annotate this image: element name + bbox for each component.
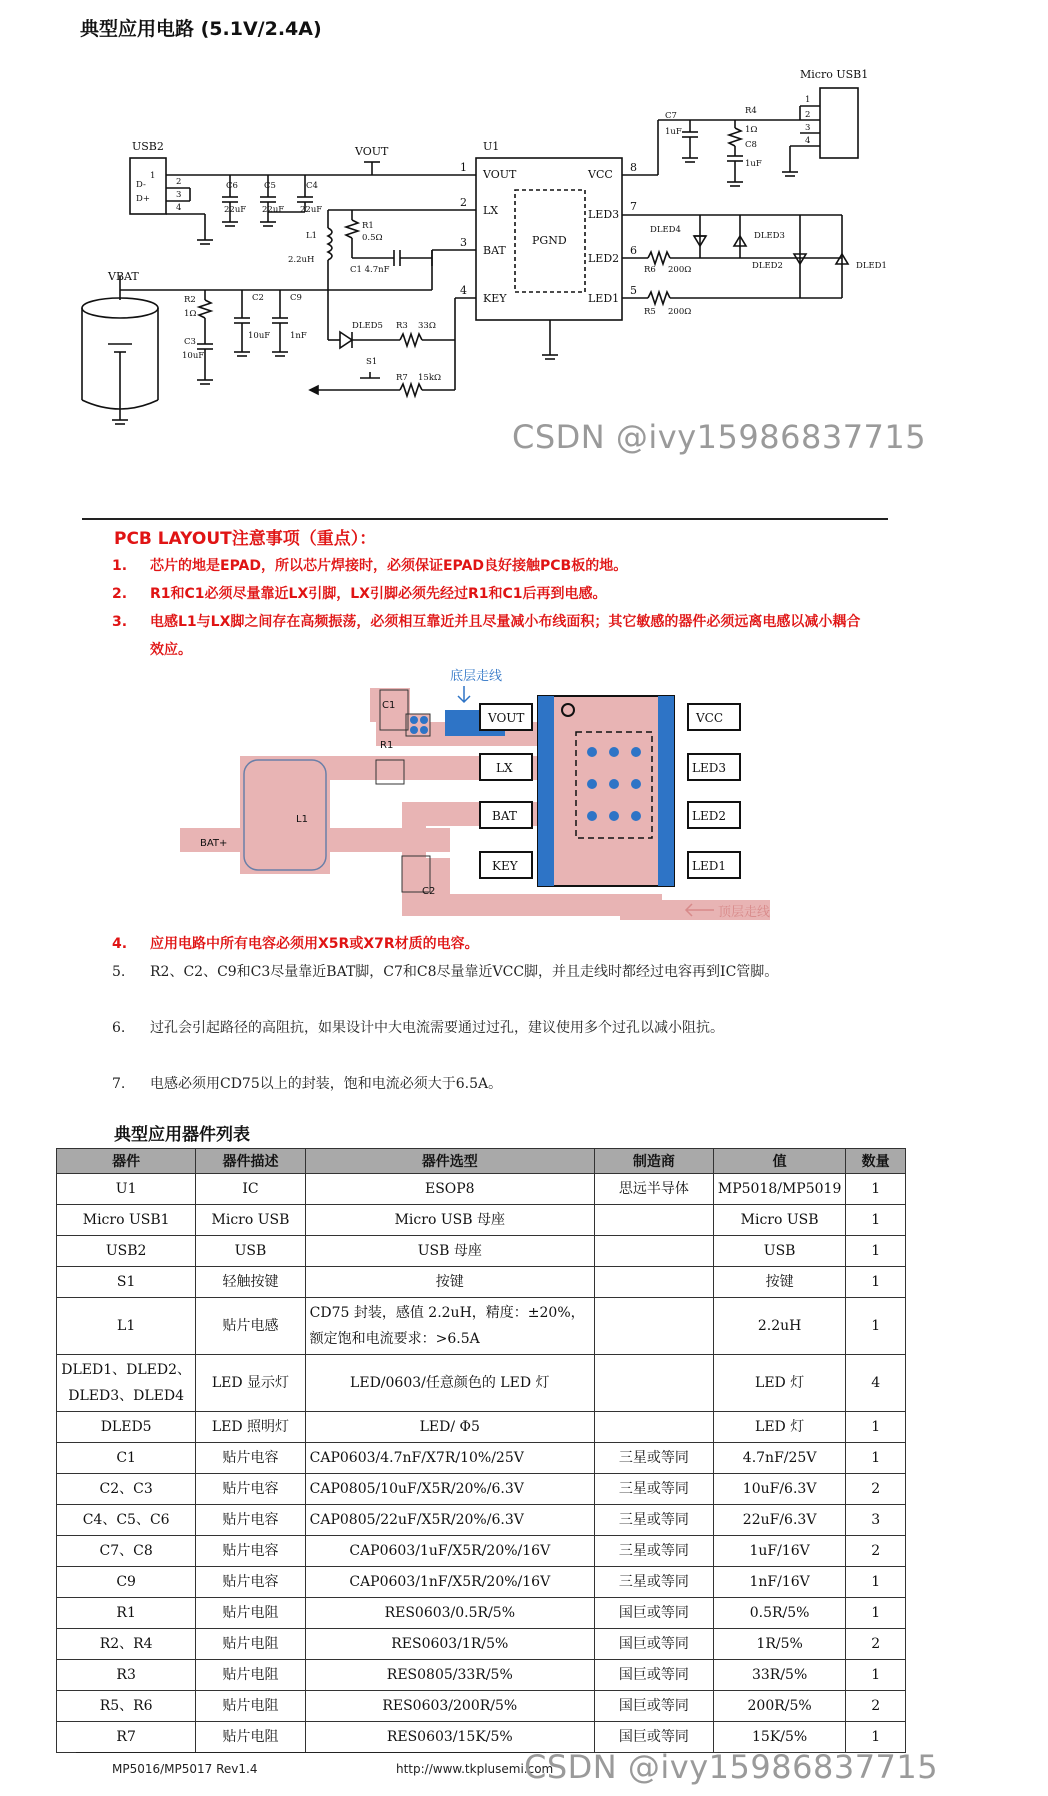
usb2-label: USB2 [132, 140, 164, 153]
table-cell: 1 [846, 1443, 906, 1474]
c4-label: C4 [306, 181, 318, 191]
table-cell: 按键 [713, 1267, 845, 1298]
c7-value: 1uF [665, 127, 682, 137]
r4-value: 1Ω [745, 125, 758, 135]
table-cell: LED 照明灯 [196, 1412, 305, 1443]
table-cell: Micro USB [713, 1205, 845, 1236]
bom-header-cell: 值 [713, 1149, 845, 1174]
table-row [57, 1536, 906, 1567]
watermark-top: CSDN @ivy15986837715 [512, 418, 927, 456]
table-row [57, 1691, 906, 1722]
table-cell: 贴片电阻 [196, 1722, 305, 1753]
pcb-note-7-num: 7. [112, 1076, 126, 1092]
pgnd-label: PGND [532, 234, 567, 247]
table-cell: LED 灯 [713, 1412, 845, 1443]
table-cell: LED/ Φ5 [305, 1412, 594, 1443]
usb2-pin4: 4 [176, 203, 182, 213]
c1-label: C1 4.7nF [350, 265, 390, 275]
dled2-label: DLED2 [752, 261, 783, 271]
pcb-c1-label: C1 [382, 700, 396, 711]
table-row [57, 1567, 906, 1598]
table-cell: 22uF/6.3V [713, 1505, 845, 1536]
micro-usb-pin4: 4 [805, 136, 811, 146]
table-cell: 贴片电容 [196, 1567, 305, 1598]
pin-number-3: 3 [460, 236, 467, 249]
table-cell: USB 母座 [305, 1236, 594, 1267]
table-cell: 1 [846, 1722, 906, 1753]
table-cell: R7 [57, 1722, 196, 1753]
pin-led3-label: LED3 [588, 208, 620, 221]
table-cell [594, 1355, 713, 1412]
table-row [57, 1298, 906, 1355]
table-cell: 10uF/6.3V [713, 1474, 845, 1505]
schematic-title: 典型应用电路 (5.1V/2.4A) [80, 18, 322, 40]
table-cell: 1 [846, 1412, 906, 1443]
table-cell [594, 1267, 713, 1298]
c4-value: 22uF [300, 205, 323, 215]
table-cell: 贴片电阻 [196, 1629, 305, 1660]
table-cell: L1 [57, 1298, 196, 1355]
table-cell: 1 [846, 1205, 906, 1236]
r6-value: 200Ω [668, 265, 692, 275]
r3-value: 33Ω [418, 321, 436, 331]
table-cell: 1 [846, 1174, 906, 1205]
bom-header-row [57, 1149, 906, 1174]
c6-value: 22uF [224, 205, 247, 215]
l1-value: 2.2uH [288, 255, 315, 265]
bottom-trace-label: 底层走线 [450, 669, 503, 684]
table-row [57, 1355, 906, 1412]
pin-number-7: 7 [630, 200, 637, 213]
pin-number-6: 6 [630, 244, 637, 257]
table-cell: 轻触按键 [196, 1267, 305, 1298]
bom-header-cell: 器件选型 [305, 1149, 594, 1174]
table-cell: MP5018/MP5019 [713, 1174, 845, 1205]
pin-number-8: 8 [630, 161, 637, 174]
table-cell: C9 [57, 1567, 196, 1598]
table-row [57, 1443, 906, 1474]
table-cell: 4 [846, 1355, 906, 1412]
c9-value: 1nF [290, 331, 307, 341]
table-cell [594, 1205, 713, 1236]
micro-usb-pin1: 1 [805, 95, 811, 105]
schematic-diagram [0, 40, 1048, 460]
pcb-pin-led3-label: LED3 [692, 761, 726, 775]
table-cell: Micro USB 母座 [305, 1205, 594, 1236]
r2-value: 1Ω [184, 309, 197, 319]
top-trace-label: 顶层走线 [718, 905, 771, 920]
pin-led2-label: LED2 [588, 252, 620, 265]
table-cell: 2.2uH [713, 1298, 845, 1355]
pcb-note-2-num: 2. [112, 586, 128, 602]
table-cell: 3 [846, 1505, 906, 1536]
table-row [57, 1598, 906, 1629]
table-cell: 国巨或等同 [594, 1660, 713, 1691]
pin-number-5: 5 [630, 284, 637, 297]
pcb-pin-lx-label: LX [496, 761, 513, 775]
pcb-ic-body [538, 696, 674, 886]
table-cell: CAP0603/4.7nF/X7R/10%/25V [305, 1443, 594, 1474]
bom-header-cell: 器件 [57, 1149, 196, 1174]
table-cell: 4.7nF/25V [713, 1443, 845, 1474]
bottom-trace-arrow [458, 686, 470, 702]
table-cell: ESOP8 [305, 1174, 594, 1205]
table-cell: R2、R4 [57, 1629, 196, 1660]
u1-label: U1 [483, 140, 500, 153]
table-row [57, 1474, 906, 1505]
bom-header-cell: 器件描述 [196, 1149, 305, 1174]
table-cell: 国巨或等同 [594, 1629, 713, 1660]
table-row [57, 1236, 906, 1267]
pcb-pin-vout-label: VOUT [488, 711, 525, 725]
dled3-label: DLED3 [754, 231, 785, 241]
pcb-note-7-text: 电感必须用CD75以上的封装，饱和电流必须大于6.5A。 [150, 1076, 503, 1092]
table-cell: 国巨或等同 [594, 1691, 713, 1722]
r7-value: 15kΩ [418, 373, 442, 383]
table-cell: USB [196, 1236, 305, 1267]
table-cell: 1 [846, 1567, 906, 1598]
table-cell: RES0603/1R/5% [305, 1629, 594, 1660]
table-cell: R5、R6 [57, 1691, 196, 1722]
dled5-label: DLED5 [352, 321, 383, 331]
bom-table [56, 1148, 906, 1753]
footer-url: http://www.tkplusemi.com [396, 1762, 554, 1776]
table-row [57, 1629, 906, 1660]
table-cell: USB2 [57, 1236, 196, 1267]
table-cell: 贴片电感 [196, 1298, 305, 1355]
table-cell: CAP0805/10uF/X5R/20%/6.3V [305, 1474, 594, 1505]
pcb-note-3-text: 电感L1与LX脚之间存在高频振荡，必须相互靠近并且尽量减小布线面积；其它敏感的器件必须远离电感以减小耦合效应。 [150, 614, 861, 658]
table-cell: 贴片电阻 [196, 1691, 305, 1722]
pin-bat-label: BAT [483, 244, 506, 257]
table-cell: 33R/5% [713, 1660, 845, 1691]
table-cell: C7、C8 [57, 1536, 196, 1567]
table-cell: CAP0603/1uF/X5R/20%/16V [305, 1536, 594, 1567]
pcb-layout-diagram [180, 660, 820, 920]
table-cell: 三星或等同 [594, 1505, 713, 1536]
usb2-pin3: 3 [176, 190, 182, 200]
table-row [57, 1505, 906, 1536]
table-cell: 1 [846, 1236, 906, 1267]
pcb-note-6-text: 过孔会引起路径的高阻抗，如果设计中大电流需要通过过孔，建议使用多个过孔以减小阻抗。 [150, 1020, 724, 1036]
r5-label: R5 [644, 307, 656, 317]
pin-number-4: 4 [460, 284, 467, 297]
table-cell: 按键 [305, 1267, 594, 1298]
table-cell [594, 1236, 713, 1267]
usb2-pin1: 1 [150, 171, 156, 181]
r1-value: 0.5Ω [362, 233, 383, 243]
s1-label: S1 [366, 357, 378, 367]
vout-net-label: VOUT [355, 145, 389, 158]
bom-header-cell: 制造商 [594, 1149, 713, 1174]
table-cell: 国巨或等同 [594, 1722, 713, 1753]
pcb-layout-title: PCB LAYOUT注意事项（重点）： [114, 529, 377, 549]
table-cell: 2 [846, 1474, 906, 1505]
pin-vout-label: VOUT [483, 168, 517, 181]
watermark-bottom: CSDN @ivy15986837715 [524, 1748, 939, 1786]
table-cell: 贴片电容 [196, 1443, 305, 1474]
pin-vcc-label: VCC [588, 168, 613, 181]
c9-label: C9 [290, 293, 302, 303]
table-cell: RES0603/15K/5% [305, 1722, 594, 1753]
dled1-label: DLED1 [856, 261, 887, 271]
table-cell: 三星或等同 [594, 1443, 713, 1474]
micro-usb-pin3: 3 [805, 123, 811, 133]
table-cell: CAP0603/1nF/X5R/20%/16V [305, 1567, 594, 1598]
table-cell: C4、C5、C6 [57, 1505, 196, 1536]
pcb-note-5-num: 5. [112, 964, 126, 980]
table-cell: 贴片电容 [196, 1505, 305, 1536]
section-divider [82, 518, 888, 520]
c8-value: 1uF [745, 159, 762, 169]
table-row [57, 1412, 906, 1443]
usb2-dplus: D+ [136, 194, 150, 204]
vbat-net-label: VBAT [108, 270, 139, 283]
micro-usb1-label: Micro USB1 [800, 68, 869, 81]
l1-label: L1 [306, 231, 318, 241]
table-cell: 三星或等同 [594, 1567, 713, 1598]
table-cell: 1nF/16V [713, 1567, 845, 1598]
table-row [57, 1174, 906, 1205]
table-cell: R1 [57, 1598, 196, 1629]
table-cell: 三星或等同 [594, 1536, 713, 1567]
pcb-note-6-num: 6. [112, 1020, 126, 1036]
pin-key-label: KEY [483, 292, 507, 305]
micro-usb-pin2: 2 [805, 110, 811, 120]
table-cell: LED 灯 [713, 1355, 845, 1412]
dled4-label: DLED4 [650, 225, 681, 235]
table-cell: 贴片电阻 [196, 1660, 305, 1691]
pin-lx-label: LX [483, 204, 499, 217]
usb2-pin2: 2 [176, 177, 182, 187]
table-cell: DLED5 [57, 1412, 196, 1443]
c2-value: 10uF [248, 331, 271, 341]
table-row [57, 1267, 906, 1298]
r7-label: R7 [396, 373, 408, 383]
table-cell: 1 [846, 1267, 906, 1298]
pcb-note-5-text: R2、C2、C9和C3尽量靠近BAT脚，C7和C8尽量靠近VCC脚，并且走线时都经过电容再到IC管脚。 [150, 964, 779, 980]
r3-label: R3 [396, 321, 408, 331]
table-cell [594, 1412, 713, 1443]
table-cell: 2 [846, 1629, 906, 1660]
table-cell: 贴片电阻 [196, 1598, 305, 1629]
table-cell: Micro USB [196, 1205, 305, 1236]
table-cell: 思远半导体 [594, 1174, 713, 1205]
r2-label: R2 [184, 295, 196, 305]
pcb-note-4-text: 应用电路中所有电容必须用X5R或X7R材质的电容。 [150, 936, 479, 952]
r4-label: R4 [745, 106, 757, 116]
r5-value: 200Ω [668, 307, 692, 317]
c3-label: C3 [184, 337, 196, 347]
table-cell: 贴片电容 [196, 1536, 305, 1567]
table-cell: 三星或等同 [594, 1474, 713, 1505]
pcb-pin-led1-label: LED1 [692, 859, 726, 873]
footer-doc-id: MP5016/MP5017 Rev1.4 [112, 1762, 258, 1776]
pcb-bat-label: BAT+ [200, 838, 228, 849]
table-cell: LED 显示灯 [196, 1355, 305, 1412]
table-cell: 1 [846, 1598, 906, 1629]
usb2-dminus: D- [136, 180, 146, 190]
table-cell: RES0805/33R/5% [305, 1660, 594, 1691]
table-cell: U1 [57, 1174, 196, 1205]
pcb-note-1-text: 芯片的地是EPAD，所以芯片焊接时，必须保证EPAD良好接触PCB板的地。 [150, 558, 628, 574]
pin-number-2: 2 [460, 196, 467, 209]
table-row [57, 1660, 906, 1691]
pcb-c2-label: C2 [422, 886, 436, 897]
pcb-note-1-num: 1. [112, 558, 128, 574]
table-cell: 2 [846, 1691, 906, 1722]
r1-label: R1 [362, 221, 374, 231]
table-cell: DLED1、DLED2、DLED3、DLED4 [57, 1355, 196, 1412]
table-cell: 国巨或等同 [594, 1598, 713, 1629]
pcb-pin-led2-label: LED2 [692, 809, 726, 823]
table-cell: 1R/5% [713, 1629, 845, 1660]
table-cell: 1 [846, 1660, 906, 1691]
table-cell: IC [196, 1174, 305, 1205]
bom-header-cell: 数量 [846, 1149, 906, 1174]
pcb-r1-label: R1 [380, 740, 394, 751]
pcb-note-4-num: 4. [112, 936, 128, 952]
pcb-pin-bat-label: BAT [492, 809, 517, 823]
table-cell: S1 [57, 1267, 196, 1298]
table-cell: R3 [57, 1660, 196, 1691]
c3-value: 10uF [182, 351, 205, 361]
table-cell: 1uF/16V [713, 1536, 845, 1567]
table-cell: 贴片电容 [196, 1474, 305, 1505]
table-cell: 1 [846, 1298, 906, 1355]
table-cell: C1 [57, 1443, 196, 1474]
table-cell: C2、C3 [57, 1474, 196, 1505]
pcb-l1-label: L1 [296, 814, 308, 825]
table-cell: Micro USB1 [57, 1205, 196, 1236]
c5-label: C5 [264, 181, 276, 191]
pin-number-1: 1 [460, 161, 467, 174]
table-cell: 2 [846, 1536, 906, 1567]
micro-usb1-connector [820, 88, 858, 158]
pcb-note-3-num: 3. [112, 614, 128, 630]
table-cell [594, 1298, 713, 1355]
table-cell: LED/0603/任意颜色的 LED 灯 [305, 1355, 594, 1412]
c7-label: C7 [665, 111, 677, 121]
table-cell: RES0603/0.5R/5% [305, 1598, 594, 1629]
pcb-pin-key-label: KEY [492, 859, 518, 873]
c6-label: C6 [226, 181, 238, 191]
c8-label: C8 [745, 140, 757, 150]
table-cell: 0.5R/5% [713, 1598, 845, 1629]
table-row [57, 1205, 906, 1236]
table-cell: RES0603/200R/5% [305, 1691, 594, 1722]
table-cell: CD75 封装，感值 2.2uH，精度：±20%，额定饱和电流要求：>6.5A [305, 1298, 594, 1355]
r6-label: R6 [644, 265, 656, 275]
c5-value: 22uF [262, 205, 285, 215]
footer-divider [76, 1752, 546, 1753]
pcb-pin-vcc-label: VCC [696, 711, 724, 725]
table-cell: 15K/5% [713, 1722, 845, 1753]
table-cell: USB [713, 1236, 845, 1267]
table-cell: CAP0805/22uF/X5R/20%/6.3V [305, 1505, 594, 1536]
bom-title: 典型应用器件列表 [114, 1125, 250, 1145]
table-cell: 200R/5% [713, 1691, 845, 1722]
pcb-note-2-text: R1和C1必须尽量靠近LX引脚，LX引脚必须先经过R1和C1后再到电感。 [150, 586, 607, 602]
pin-led1-label: LED1 [588, 292, 620, 305]
c2-label: C2 [252, 293, 264, 303]
